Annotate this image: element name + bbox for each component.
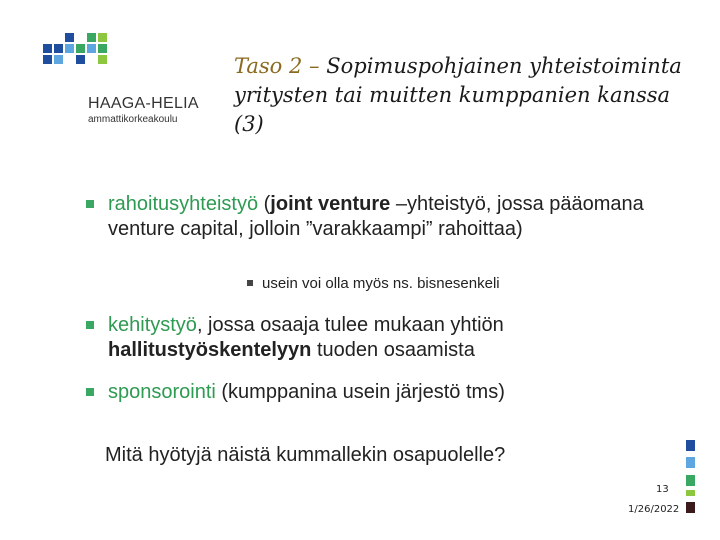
logo-square	[76, 44, 85, 53]
logo-square	[98, 44, 107, 53]
logo-square	[54, 55, 63, 64]
logo-square	[54, 44, 63, 53]
bullet-text: , jossa osaaja tulee mukaan yhtiön	[196, 314, 504, 336]
bullet-item	[108, 313, 698, 363]
bullet-text: –yhteistyö, jossa pääomana venture capital, jolloin ”varakkaampi” rahoittaa)	[108, 193, 644, 240]
bullet-bold: joint venture	[270, 193, 391, 215]
color-stripe	[686, 457, 695, 468]
bullet-item	[108, 192, 698, 242]
color-stripe	[686, 502, 695, 513]
bullet-text: (	[258, 193, 271, 215]
color-stripe	[686, 440, 695, 451]
bullet-text: (kumppanina usein järjestö tms)	[215, 381, 505, 403]
sub-bullet-marker	[247, 280, 253, 286]
logo-name: HAAGA-HELIA	[88, 95, 199, 112]
bullet-term: rahoitusyhteistyö	[108, 193, 259, 215]
logo-square	[43, 44, 52, 53]
logo-square	[98, 55, 107, 64]
question-text: Mitä hyötyjä näistä kummallekin osapuolelle?	[105, 444, 506, 466]
bullet-term: sponsorointi	[108, 381, 216, 403]
color-stripe	[686, 490, 695, 496]
bullet-text: tuoden osaamista	[311, 339, 475, 361]
sub-bullet-text: usein voi olla myös ns. bisnesenkeli	[262, 275, 500, 292]
logo-square	[65, 33, 74, 42]
haaga-helia-logo	[38, 32, 208, 125]
color-stripe	[686, 475, 695, 486]
logo-square	[98, 33, 107, 42]
logo-square	[65, 44, 74, 53]
slide-date: 1/26/2022	[628, 504, 680, 515]
slide-title	[234, 52, 704, 139]
logo-square	[87, 44, 96, 53]
logo-square	[43, 55, 52, 64]
logo-square	[87, 33, 96, 42]
logo-subtitle: ammattikorkeakoulu	[88, 114, 178, 125]
logo-square	[76, 55, 85, 64]
page-number: 13	[656, 484, 669, 495]
bullet-marker	[86, 388, 94, 396]
bullet-marker	[86, 200, 94, 208]
bullet-marker	[86, 321, 94, 329]
bullet-bold: hallitustyöskentelyyn	[108, 339, 312, 361]
bullet-item	[108, 380, 698, 405]
title-text: Sopimuspohjainen yhteistoiminta yritysten tai muitten kumppanien kanssa (3)	[234, 54, 682, 136]
bullet-term: kehitystyö	[108, 314, 197, 336]
sub-bullet-item	[262, 275, 500, 292]
title-dash: –	[302, 54, 327, 78]
title-level: Taso 2	[234, 54, 303, 78]
